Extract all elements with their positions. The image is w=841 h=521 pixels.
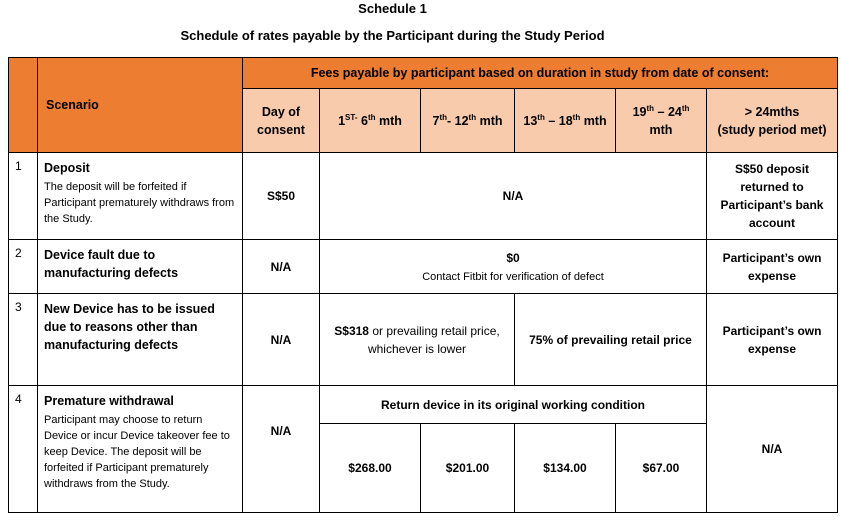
fee-day-of-consent: N/A — [243, 240, 320, 294]
period-13-18-mth: 13th – 18th mth — [515, 89, 616, 153]
fee-over-24-mths: Participant’s own expense — [707, 240, 838, 294]
schedule-subheading: Schedule of rates payable by the Participant during the Study Period — [180, 28, 605, 43]
period-1-6-mth: $1^{ST-}$ 6th mth — [320, 89, 421, 153]
takeover-fee-1-6-mth: $268.00 — [320, 424, 421, 513]
scenario-description: The deposit will be forfeited if Participant prematurely withdraws from the Study. — [44, 181, 235, 225]
takeover-fee-19-24-mth: $67.00 — [616, 424, 707, 513]
table-row — [9, 386, 838, 424]
fees-header: Fees payable by participant based on duration in study from date of consent: — [243, 58, 838, 89]
scenario-cell — [38, 386, 243, 513]
row-number: 4 — [9, 386, 38, 513]
fee-over-24-mths: N/A — [707, 386, 838, 513]
fee-day-of-consent: S$50 — [243, 153, 320, 240]
row-number: 2 — [9, 240, 38, 294]
row-number: 3 — [9, 294, 38, 386]
scenario-title: New Device has to be issued due to reasons other than manufacturing defects — [44, 302, 215, 352]
row-number: 1 — [9, 153, 38, 240]
scenario-title: Deposit — [44, 161, 90, 175]
return-device-note: Return device in its original working condition — [320, 386, 707, 424]
scenario-header: Scenario — [38, 58, 243, 153]
fee-1-12-mths: S$318 or prevailing retail price, whichever is lower — [320, 294, 515, 386]
scenario-description: Participant may choose to return Device or incur Device takeover fee to keep Device. The deposit will be forfeited if Participant prematurely withdraws from the Study. — [44, 414, 230, 490]
period-over-24-mths: > 24mths (study period met) — [707, 89, 838, 153]
header-num-cell — [9, 58, 38, 153]
period-7-12-mth: 7th- 12th mth — [421, 89, 515, 153]
scenario-title: Premature withdrawal — [44, 394, 174, 408]
table-row — [9, 294, 838, 386]
table-row — [9, 153, 838, 240]
scenario-cell — [38, 153, 243, 240]
fee-note: Contact Fitbit for verification of defect — [422, 270, 604, 283]
fee-months-range — [320, 240, 707, 294]
fee-day-of-consent: N/A — [243, 386, 320, 513]
fee-months-range: N/A — [320, 153, 707, 240]
period-19-24-mth: 19th – 24th mth — [616, 89, 707, 153]
period-day-of-consent: Day of consent — [243, 89, 320, 153]
fee-over-24-mths: S$50 deposit returned to Participant’s bank account — [707, 153, 838, 240]
fee-value: $0 — [506, 250, 520, 265]
takeover-fee-13-18-mth: $134.00 — [515, 424, 616, 513]
fee-over-24-mths: Participant’s own expense — [707, 294, 838, 386]
takeover-fee-7-12-mth: $201.00 — [421, 424, 515, 513]
scenario-title: Device fault due to manufacturing defects — [44, 248, 179, 280]
scenario-cell — [38, 240, 243, 294]
schedule-heading: Schedule 1 — [358, 1, 427, 16]
fee-day-of-consent: N/A — [243, 294, 320, 386]
fee-13-24-mths: 75% of prevailing retail price — [515, 294, 707, 386]
rates-table — [8, 57, 838, 513]
scenario-cell — [38, 294, 243, 386]
table-row — [9, 240, 838, 294]
